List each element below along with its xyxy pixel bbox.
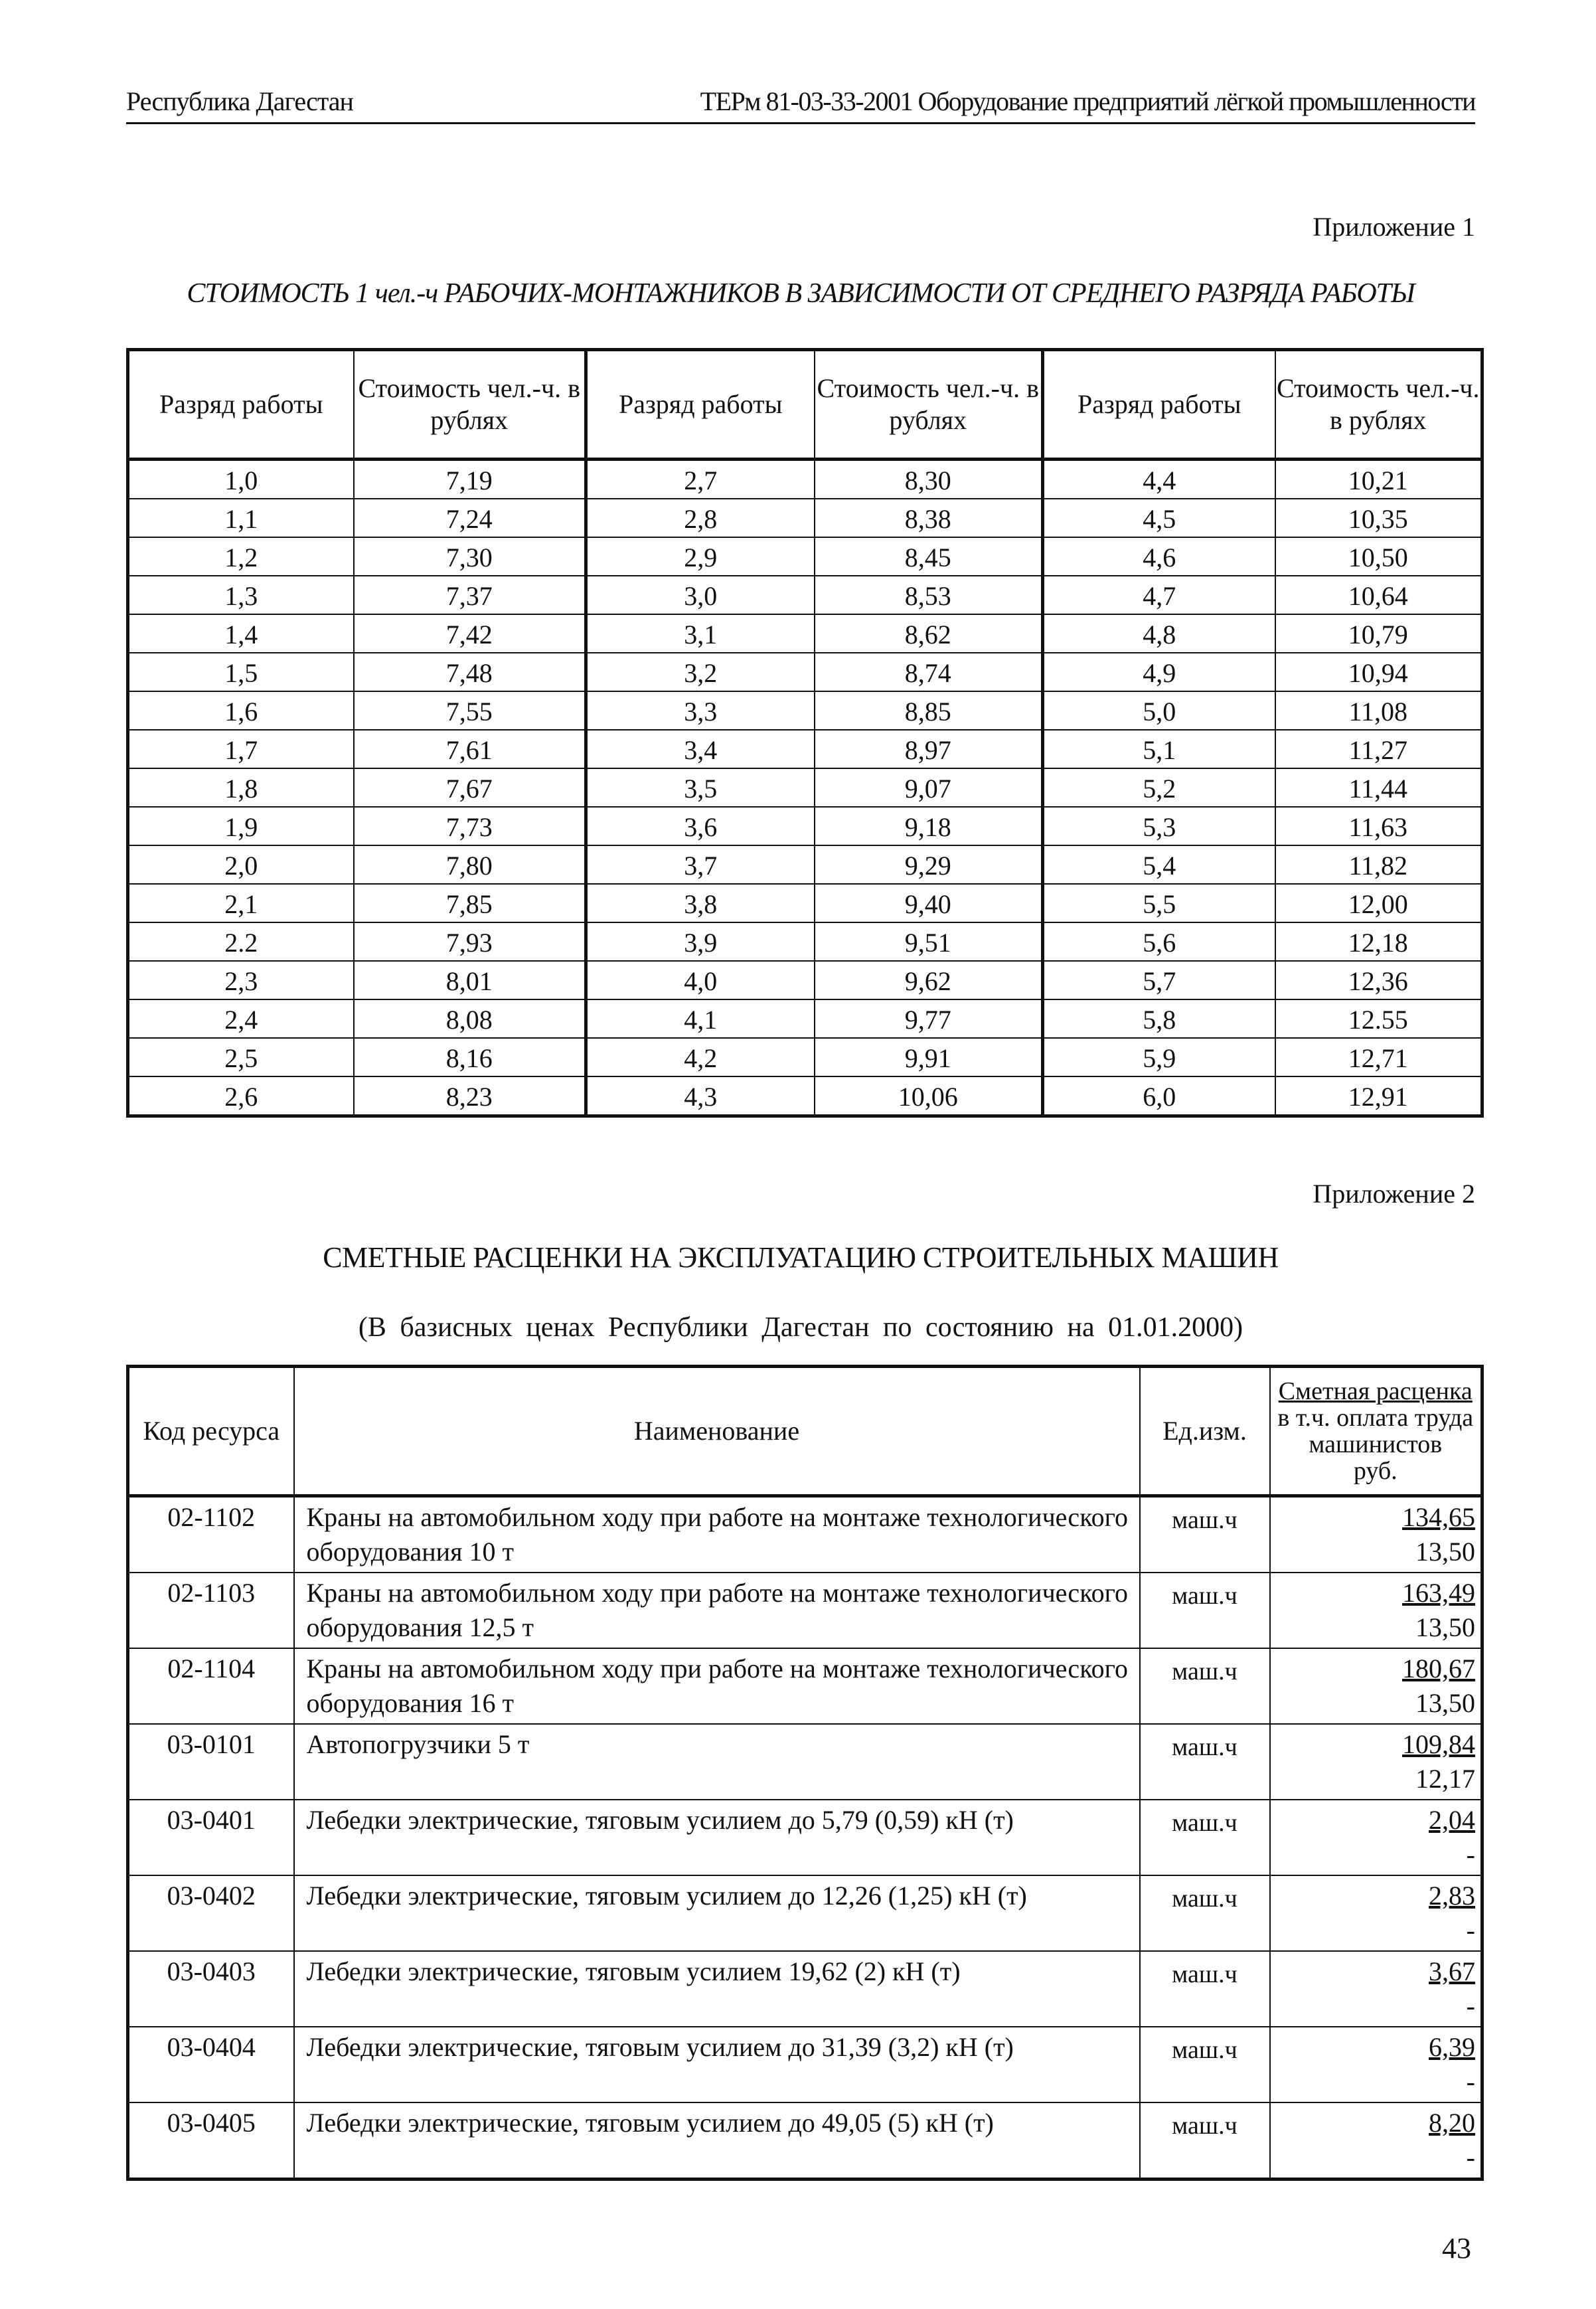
column-header: Стоимость чел.-ч. в рублях — [815, 350, 1043, 460]
price-cell — [1270, 2027, 1482, 2102]
resource-name-cell: Краны на автомобильном ходу при работе на монтаже технологического оборудования 12,5 т — [294, 1573, 1140, 1648]
resource-name-cell: Лебедки электрические, тяговым усилием до 12,26 (1,25) кН (т) — [294, 1875, 1140, 1951]
table-row — [128, 499, 1482, 537]
resource-name-cell: Лебедки электрические, тяговым усилием до 49,05 (5) кН (т) — [294, 2102, 1140, 2180]
wage-value: 13,50 — [1415, 1612, 1475, 1642]
cost-cell: 9,18 — [815, 807, 1043, 845]
unit-cell: маш.ч — [1140, 1573, 1270, 1648]
appendix-2-subtitle: (В базисных ценах Республики Дагестан по состоянию на 01.01.2000) — [358, 1312, 1243, 1343]
grade-cell: 3,0 — [586, 576, 815, 614]
wage-value: 12,17 — [1415, 1764, 1475, 1794]
header-document-code: ТЕРм 81-03-33-2001 Оборудование предприятий лёгкой промышленности — [700, 86, 1475, 116]
table-row — [128, 1573, 1482, 1648]
wage-value: 13,50 — [1415, 1537, 1475, 1567]
column-header: Стоимость чел.-ч. в рублях — [1275, 350, 1482, 460]
grade-cell: 1,8 — [128, 768, 354, 807]
grade-cell: 5,5 — [1043, 884, 1275, 922]
wage-value: - — [1466, 1839, 1475, 1869]
table-row — [128, 1875, 1482, 1951]
appendix-1-title: СТОИМОСТЬ 1 чел.-ч РАБОЧИХ-МОНТАЖНИКОВ В ЗАВИСИМОСТИ ОТ СРЕДНЕГО РАЗРЯДА РАБОТЫ — [187, 278, 1415, 309]
grade-cell: 4,4 — [1043, 460, 1275, 499]
table-row — [128, 884, 1482, 922]
price-cell — [1270, 1951, 1482, 2027]
cost-cell: 7,48 — [354, 653, 586, 691]
grade-cell: 4,2 — [586, 1038, 815, 1076]
cost-cell: 11,63 — [1275, 807, 1482, 845]
price-cell — [1270, 1648, 1482, 1724]
column-header-name: Наименование — [294, 1367, 1140, 1496]
cost-cell: 9,29 — [815, 845, 1043, 884]
unit-cell: маш.ч — [1140, 2102, 1270, 2180]
appendix-2-label: Приложение 2 — [1313, 1179, 1475, 1209]
resource-name-cell: Автопогрузчики 5 т — [294, 1724, 1140, 1800]
price-cell — [1270, 1724, 1482, 1800]
grade-cell: 3,7 — [586, 845, 815, 884]
resource-code-cell: 03-0402 — [128, 1875, 294, 1951]
cost-cell: 12,18 — [1275, 922, 1482, 961]
price-cell — [1270, 1800, 1482, 1875]
resource-code-cell: 03-0401 — [128, 1800, 294, 1875]
resource-code-cell: 02-1104 — [128, 1648, 294, 1724]
cost-cell: 8,01 — [354, 961, 586, 999]
grade-cell: 5,3 — [1043, 807, 1275, 845]
labor-cost-table — [126, 348, 1484, 1118]
cost-cell: 7,67 — [354, 768, 586, 807]
table-row — [128, 576, 1482, 614]
table-row — [128, 1076, 1482, 1116]
grade-cell: 4,0 — [586, 961, 815, 999]
unit-cell: маш.ч — [1140, 1875, 1270, 1951]
grade-cell: 1,4 — [128, 614, 354, 653]
grade-cell: 3,9 — [586, 922, 815, 961]
grade-cell: 3,8 — [586, 884, 815, 922]
table-row — [128, 614, 1482, 653]
cost-cell: 9,40 — [815, 884, 1043, 922]
table-row — [128, 537, 1482, 576]
table-row — [128, 845, 1482, 884]
resource-code-cell: 02-1102 — [128, 1496, 294, 1573]
machine-rates-table — [126, 1365, 1484, 2181]
grade-cell: 2.2 — [128, 922, 354, 961]
page-number: 43 — [1442, 2232, 1471, 2265]
grade-cell: 3,6 — [586, 807, 815, 845]
grade-cell: 5,4 — [1043, 845, 1275, 884]
table-row — [128, 999, 1482, 1038]
rate-value: 163,49 — [1402, 1578, 1475, 1608]
cost-cell: 7,93 — [354, 922, 586, 961]
column-header: Разряд работы — [586, 350, 815, 460]
price-cell — [1270, 1573, 1482, 1648]
column-header-rate — [1270, 1367, 1482, 1496]
grade-cell: 6,0 — [1043, 1076, 1275, 1116]
cost-cell: 11,27 — [1275, 730, 1482, 768]
grade-cell: 1,0 — [128, 460, 354, 499]
rate-value: 2,83 — [1429, 1881, 1475, 1911]
grade-cell: 1,2 — [128, 537, 354, 576]
rate-header-line3: руб. — [1353, 1457, 1397, 1485]
grade-cell: 2,0 — [128, 845, 354, 884]
price-cell — [1270, 2102, 1482, 2180]
cost-cell: 11,08 — [1275, 691, 1482, 730]
wage-value: 13,50 — [1415, 1688, 1475, 1718]
grade-cell: 2,8 — [586, 499, 815, 537]
resource-name-cell: Лебедки электрические, тяговым усилием до 5,79 (0,59) кН (т) — [294, 1800, 1140, 1875]
column-header: Разряд работы — [128, 350, 354, 460]
table-row — [128, 922, 1482, 961]
rate-header-line2: в т.ч. оплата труда машинистов — [1277, 1404, 1474, 1458]
wage-value: - — [1466, 2142, 1475, 2172]
cost-cell: 7,24 — [354, 499, 586, 537]
machine-rates-header-row — [128, 1367, 1482, 1496]
cost-cell: 9,91 — [815, 1038, 1043, 1076]
cost-cell: 7,73 — [354, 807, 586, 845]
table-row — [128, 807, 1482, 845]
resource-code-cell: 03-0404 — [128, 2027, 294, 2102]
grade-cell: 5,9 — [1043, 1038, 1275, 1076]
cost-cell: 7,55 — [354, 691, 586, 730]
resource-name-cell: Лебедки электрические, тяговым усилием 19,62 (2) кН (т) — [294, 1951, 1140, 2027]
table-row — [128, 1038, 1482, 1076]
cost-cell: 8,62 — [815, 614, 1043, 653]
resource-code-cell: 03-0403 — [128, 1951, 294, 2027]
cost-cell: 8,16 — [354, 1038, 586, 1076]
table-row — [128, 730, 1482, 768]
table-row — [128, 1648, 1482, 1724]
header-region: Республика Дагестан — [126, 86, 353, 116]
rate-value: 6,39 — [1429, 2032, 1475, 2062]
appendix-2-title: СМЕТНЫЕ РАСЦЕНКИ НА ЭКСПЛУАТАЦИЮ СТРОИТЕЛЬНЫХ МАШИН — [323, 1241, 1279, 1274]
grade-cell: 5,6 — [1043, 922, 1275, 961]
cost-cell: 8,85 — [815, 691, 1043, 730]
grade-cell: 4,8 — [1043, 614, 1275, 653]
grade-cell: 2,9 — [586, 537, 815, 576]
unit-cell: маш.ч — [1140, 1800, 1270, 1875]
cost-cell: 10,94 — [1275, 653, 1482, 691]
resource-code-cell: 03-0405 — [128, 2102, 294, 2180]
grade-cell: 5,1 — [1043, 730, 1275, 768]
grade-cell: 2,1 — [128, 884, 354, 922]
rate-header-line1: Сметная расценка — [1278, 1377, 1473, 1405]
unit-cell: маш.ч — [1140, 1724, 1270, 1800]
cost-cell: 7,61 — [354, 730, 586, 768]
grade-cell: 2,3 — [128, 961, 354, 999]
grade-cell: 3,2 — [586, 653, 815, 691]
cost-cell: 7,19 — [354, 460, 586, 499]
grade-cell: 1,5 — [128, 653, 354, 691]
rate-value: 180,67 — [1402, 1654, 1475, 1683]
grade-cell: 4,6 — [1043, 537, 1275, 576]
unit-cell: маш.ч — [1140, 1496, 1270, 1573]
resource-name-cell: Краны на автомобильном ходу при работе на монтаже технологического оборудования 16 т — [294, 1648, 1140, 1724]
grade-cell: 5,2 — [1043, 768, 1275, 807]
wage-value: - — [1466, 1915, 1475, 1945]
price-cell — [1270, 1875, 1482, 1951]
grade-cell: 1,3 — [128, 576, 354, 614]
resource-name-cell: Краны на автомобильном ходу при работе на монтаже технологического оборудования 10 т — [294, 1496, 1140, 1573]
table-row — [128, 691, 1482, 730]
wage-value: - — [1466, 1991, 1475, 2021]
cost-cell: 7,85 — [354, 884, 586, 922]
grade-cell: 5,8 — [1043, 999, 1275, 1038]
labor-cost-header-row — [128, 350, 1482, 460]
grade-cell: 4,7 — [1043, 576, 1275, 614]
cost-cell: 10,35 — [1275, 499, 1482, 537]
grade-cell: 2,5 — [128, 1038, 354, 1076]
price-cell — [1270, 1496, 1482, 1573]
grade-cell: 1,6 — [128, 691, 354, 730]
unit-cell: маш.ч — [1140, 2027, 1270, 2102]
cost-cell: 8,53 — [815, 576, 1043, 614]
cost-cell: 12,36 — [1275, 961, 1482, 999]
table-row — [128, 1951, 1482, 2027]
rate-value: 8,20 — [1429, 2108, 1475, 2138]
cost-cell: 7,30 — [354, 537, 586, 576]
rate-value: 3,67 — [1429, 1956, 1475, 1986]
rate-value: 134,65 — [1402, 1502, 1475, 1532]
cost-cell: 8,97 — [815, 730, 1043, 768]
cost-cell: 9,62 — [815, 961, 1043, 999]
grade-cell: 1,9 — [128, 807, 354, 845]
cost-cell: 8,30 — [815, 460, 1043, 499]
table-row — [128, 2027, 1482, 2102]
grade-cell: 4,3 — [586, 1076, 815, 1116]
machine-rates-body — [128, 1496, 1482, 2180]
grade-cell: 3,1 — [586, 614, 815, 653]
cost-cell: 8,23 — [354, 1076, 586, 1116]
cost-cell: 8,08 — [354, 999, 586, 1038]
cost-cell: 7,80 — [354, 845, 586, 884]
cost-cell: 12,00 — [1275, 884, 1482, 922]
cost-cell: 7,37 — [354, 576, 586, 614]
cost-cell: 11,82 — [1275, 845, 1482, 884]
grade-cell: 4,5 — [1043, 499, 1275, 537]
labor-cost-body — [128, 460, 1482, 1116]
table-row — [128, 2102, 1482, 2180]
cost-cell: 9,51 — [815, 922, 1043, 961]
table-row — [128, 961, 1482, 999]
table-row — [128, 768, 1482, 807]
resource-name-cell: Лебедки электрические, тяговым усилием до 31,39 (3,2) кН (т) — [294, 2027, 1140, 2102]
grade-cell: 3,3 — [586, 691, 815, 730]
cost-cell: 8,74 — [815, 653, 1043, 691]
cost-cell: 8,45 — [815, 537, 1043, 576]
grade-cell: 2,7 — [586, 460, 815, 499]
column-header: Стоимость чел.-ч. в рублях — [354, 350, 586, 460]
cost-cell: 9,07 — [815, 768, 1043, 807]
grade-cell: 3,4 — [586, 730, 815, 768]
table-row — [128, 460, 1482, 499]
unit-cell: маш.ч — [1140, 1648, 1270, 1724]
grade-cell: 1,1 — [128, 499, 354, 537]
rate-value: 109,84 — [1402, 1729, 1475, 1759]
grade-cell: 3,5 — [586, 768, 815, 807]
cost-cell: 11,44 — [1275, 768, 1482, 807]
resource-code-cell: 02-1103 — [128, 1573, 294, 1648]
unit-cell: маш.ч — [1140, 1951, 1270, 2027]
cost-cell: 10,79 — [1275, 614, 1482, 653]
cost-cell: 9,77 — [815, 999, 1043, 1038]
cost-cell: 12.55 — [1275, 999, 1482, 1038]
column-header: Разряд работы — [1043, 350, 1275, 460]
cost-cell: 12,91 — [1275, 1076, 1482, 1116]
column-header-unit: Ед.изм. — [1140, 1367, 1270, 1496]
resource-code-cell: 03-0101 — [128, 1724, 294, 1800]
grade-cell: 1,7 — [128, 730, 354, 768]
page-header — [126, 85, 1475, 124]
grade-cell: 4,1 — [586, 999, 815, 1038]
column-header-code: Код ресурса — [128, 1367, 294, 1496]
grade-cell: 2,6 — [128, 1076, 354, 1116]
wage-value: - — [1466, 2067, 1475, 2096]
grade-cell: 2,4 — [128, 999, 354, 1038]
grade-cell: 5,7 — [1043, 961, 1275, 999]
grade-cell: 4,9 — [1043, 653, 1275, 691]
table-row — [128, 653, 1482, 691]
table-row — [128, 1800, 1482, 1875]
appendix-1-label: Приложение 1 — [1313, 212, 1475, 242]
cost-cell: 12,71 — [1275, 1038, 1482, 1076]
table-row — [128, 1724, 1482, 1800]
cost-cell: 10,64 — [1275, 576, 1482, 614]
cost-cell: 10,06 — [815, 1076, 1043, 1116]
cost-cell: 10,50 — [1275, 537, 1482, 576]
rate-value: 2,04 — [1429, 1805, 1475, 1835]
cost-cell: 10,21 — [1275, 460, 1482, 499]
cost-cell: 8,38 — [815, 499, 1043, 537]
cost-cell: 7,42 — [354, 614, 586, 653]
grade-cell: 5,0 — [1043, 691, 1275, 730]
table-row — [128, 1496, 1482, 1573]
